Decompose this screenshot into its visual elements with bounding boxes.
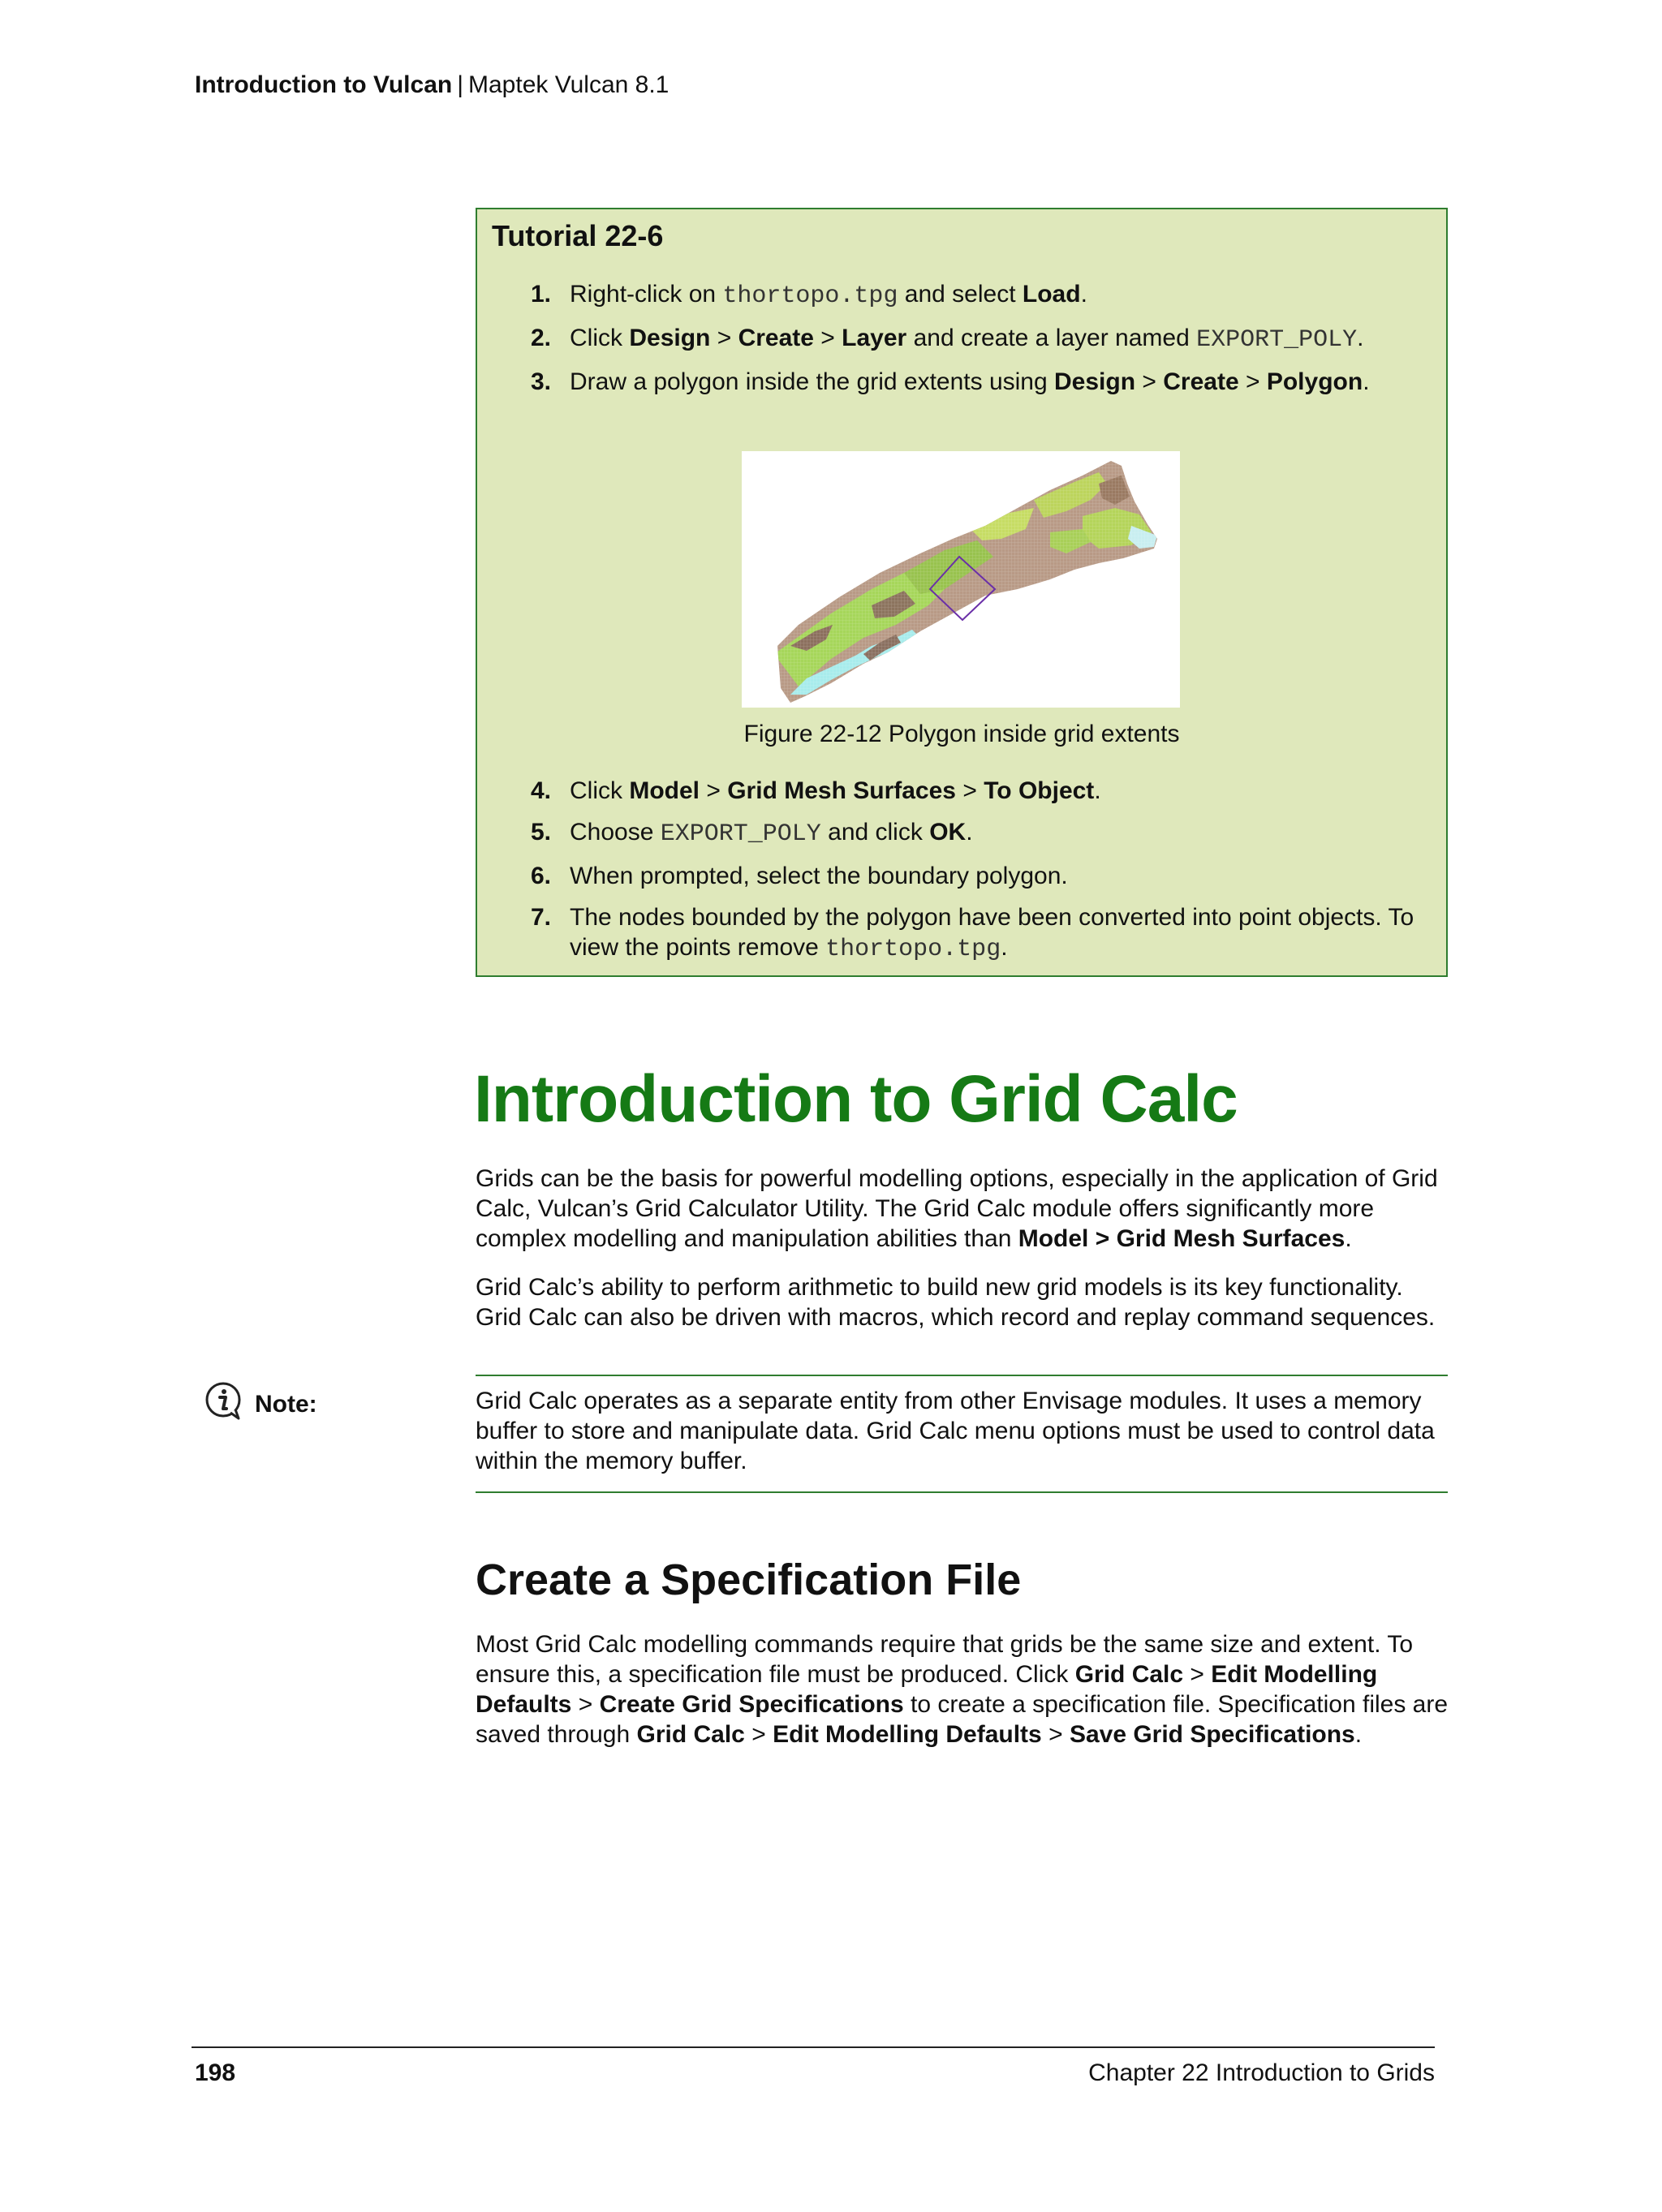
body-text: > — [1135, 368, 1164, 395]
step-number: 7. — [531, 904, 552, 931]
menu-path-text: Grid Calc — [636, 1721, 745, 1748]
figure-caption: Figure 22-12 Polygon inside grid extents — [743, 721, 1180, 747]
tutorial-step — [531, 279, 1423, 312]
chapter-title: Chapter 22 Introduction to Grids — [1088, 2059, 1435, 2086]
body-text: Grid Calc’s ability to perform arithmetic to build new grid models is its key functionality. Grid Calc can also be driven with macros, which record and replay command sequences. — [476, 1274, 1436, 1331]
menu-path-text: Grid Mesh Surfaces — [727, 777, 956, 804]
header-separator: | — [457, 71, 463, 98]
menu-path-text: Load — [1022, 281, 1081, 308]
menu-path-text: To Object — [984, 777, 1095, 804]
grid-surface-image — [742, 451, 1180, 708]
body-text: . — [1357, 325, 1364, 351]
menu-path-text: Design — [629, 325, 711, 351]
body-text: > — [744, 1721, 773, 1748]
page-number: 198 — [195, 2059, 236, 2086]
body-text: and create a layer named — [906, 325, 1197, 351]
menu-path-text: Create Grid Specifications — [599, 1691, 904, 1718]
body-text: > — [571, 1691, 600, 1718]
body-text: > — [813, 325, 842, 351]
body-text: > — [1238, 368, 1267, 395]
menu-path-text: Edit Modelling Defaults — [476, 1661, 1378, 1718]
tutorial-step — [531, 323, 1423, 355]
body-text: > — [1183, 1661, 1212, 1688]
body-text: Click — [570, 325, 630, 351]
body-text: Choose — [570, 819, 661, 846]
tutorial-title: Tutorial 22-6 — [492, 219, 664, 252]
header-title: Introduction to Vulcan — [195, 71, 453, 98]
tutorial-box — [476, 208, 1448, 977]
body-text: and select — [898, 281, 1023, 308]
body-text: When prompted, select the boundary polygon. — [570, 863, 1068, 889]
step-number: 5. — [531, 819, 552, 846]
step-number: 6. — [531, 863, 552, 889]
code-text: thortopo.tpg — [825, 936, 1001, 963]
menu-path-text: Edit Modelling Defaults — [773, 1721, 1042, 1748]
step-number: 2. — [531, 325, 552, 351]
menu-path-text: Save Grid Specifications — [1069, 1721, 1355, 1748]
code-text: EXPORT_POLY — [1196, 326, 1358, 354]
body-text: and click — [820, 819, 930, 846]
note-rule-bottom — [476, 1491, 1448, 1493]
note-text: Grid Calc operates as a separate entity from other Envisage modules. It uses a memory buffer to store and manipulate data. Grid Calc menu options must be used to control data within the memory buffer. — [476, 1388, 1435, 1474]
tutorial-step — [531, 902, 1423, 965]
section-heading: Introduction to Grid Calc — [474, 1062, 1238, 1136]
body-text: Grids can be the basis for powerful modelling options, especially in the application of Grid Calc, Vulcan’s Grid Calculator Utility. The Grid Calc module offers significantly more complex modelling and manipulation abilities than — [476, 1165, 1438, 1252]
info-icon — [203, 1379, 247, 1430]
menu-path-text: Layer — [842, 325, 907, 351]
subsection-heading: Create a Specification File — [476, 1556, 1022, 1604]
body-text: Right-click on — [570, 281, 723, 308]
tutorial-step — [531, 367, 1423, 397]
body-text: Draw a polygon inside the grid extents using — [570, 368, 1055, 395]
body-text: > — [1041, 1721, 1070, 1748]
header-product: Maptek Vulcan 8.1 — [468, 71, 670, 98]
body-text: . — [1345, 1225, 1352, 1252]
menu-path-text: Model > Grid Mesh Surfaces — [1018, 1225, 1346, 1252]
step-number: 3. — [531, 368, 552, 395]
section-paragraph-2 — [476, 1272, 1449, 1332]
section-paragraph-1 — [476, 1164, 1449, 1254]
step-number: 1. — [531, 281, 552, 308]
step-number: 4. — [531, 777, 552, 804]
menu-path-text: Create — [1163, 368, 1239, 395]
tutorial-steps-list-continued — [531, 776, 1423, 976]
menu-path-text: OK — [929, 819, 967, 846]
note-label-text: Note: — [255, 1391, 317, 1418]
body-text: to create a specification file. Specification files are saved through — [476, 1691, 1449, 1748]
code-text: thortopo.tpg — [722, 282, 898, 310]
note-rule-top — [476, 1375, 1448, 1376]
running-header — [195, 71, 669, 99]
footer-rule — [192, 2046, 1435, 2048]
code-text: EXPORT_POLY — [660, 820, 821, 848]
menu-path-text: Design — [1054, 368, 1136, 395]
tutorial-steps-list — [531, 279, 1423, 408]
body-text: Click — [570, 777, 630, 804]
body-text: . — [1080, 281, 1087, 308]
body-text: . — [1354, 1721, 1363, 1748]
tutorial-step — [531, 817, 1423, 850]
body-text: > — [710, 325, 738, 351]
menu-path-text: Polygon — [1266, 368, 1363, 395]
grid-extents-figure — [742, 451, 1180, 708]
tutorial-step — [531, 776, 1423, 806]
body-text: > — [955, 777, 984, 804]
body-text: . — [1094, 777, 1101, 804]
menu-path-text: Model — [629, 777, 700, 804]
body-text: > — [700, 777, 728, 804]
subsection-paragraph — [476, 1629, 1449, 1749]
note-label — [203, 1379, 317, 1430]
body-text: . — [1001, 934, 1008, 961]
body-text: . — [966, 819, 973, 846]
menu-path-text: Grid Calc — [1074, 1661, 1184, 1688]
tutorial-step — [531, 861, 1423, 891]
body-text: . — [1363, 368, 1370, 395]
menu-path-text: Create — [738, 325, 814, 351]
body-text: Most Grid Calc modelling commands require that grids be the same size and extent. To ensure this, a specification file must be produced. Click — [476, 1631, 1413, 1688]
body-text: The nodes bounded by the polygon have been converted into point objects. To view the points remove — [570, 904, 1414, 961]
